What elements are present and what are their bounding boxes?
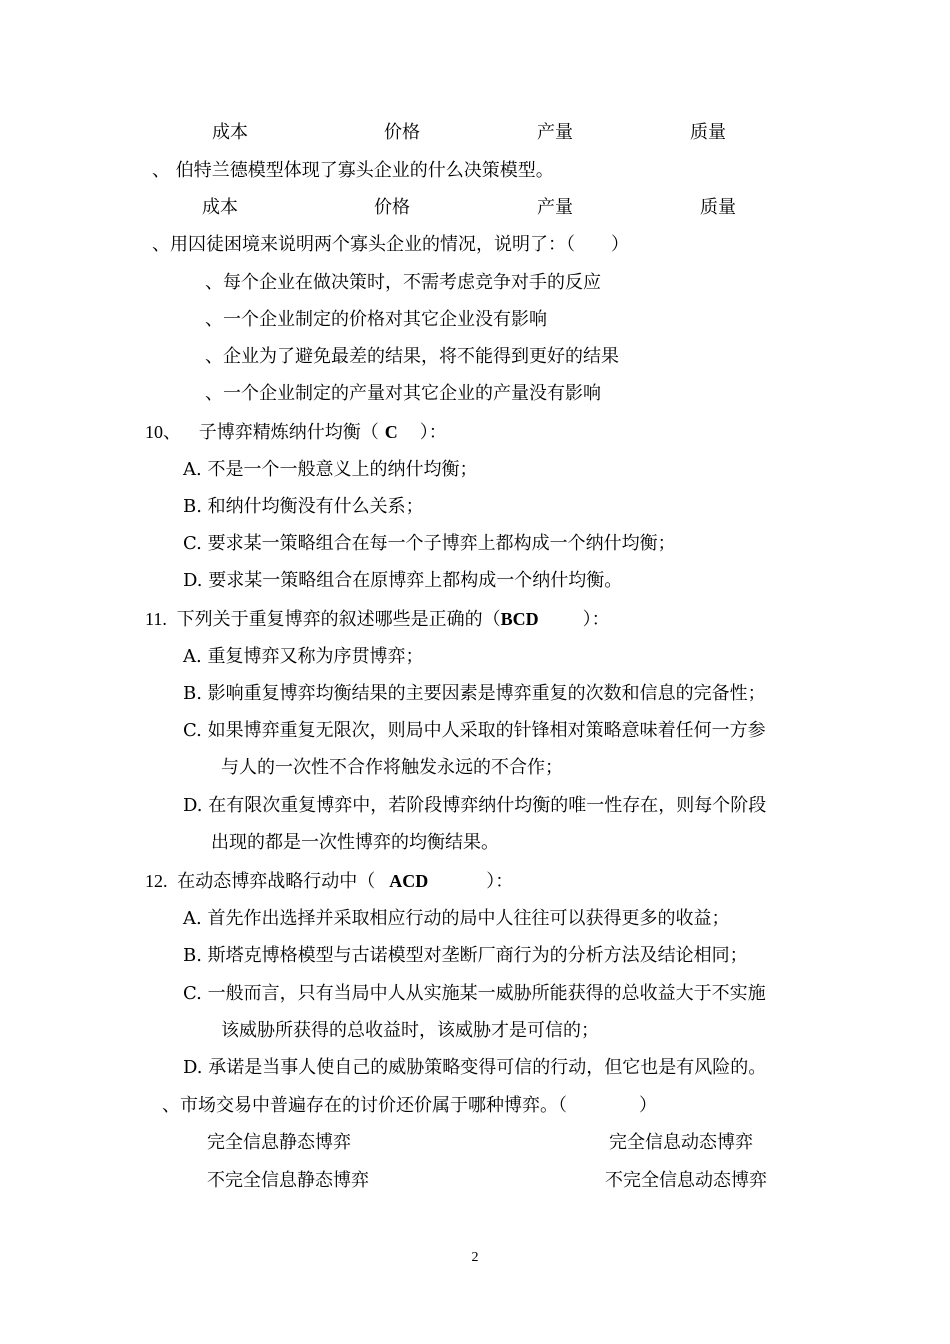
q12-number: 12. bbox=[145, 871, 168, 891]
q12-option-b: B. 斯塔克博格模型与古诺模型对垄断厂商行为的分析方法及结论相同； bbox=[183, 945, 748, 966]
q11-option-a: A. 重复博弈又称为序贯博弈； bbox=[183, 646, 424, 667]
page-number: 2 bbox=[471, 1250, 479, 1265]
q13-option-c: 不完全信息静态博弈 bbox=[207, 1170, 369, 1191]
q8-option-c: 产量 bbox=[537, 197, 573, 218]
q9-option-a: 、每个企业在做决策时，不需考虑竞争对手的反应 bbox=[205, 272, 601, 293]
q12-stem bbox=[145, 870, 513, 893]
q10-number: 10、 bbox=[145, 422, 181, 442]
q8-option-a: 成本 bbox=[202, 197, 238, 218]
q12-option-d: D. 承诺是当事人使自己的威胁策略变得可信的行动，但它也是有风险的。 bbox=[183, 1057, 767, 1078]
q7-option-d: 质量 bbox=[690, 122, 726, 143]
q9-stem: 、用囚徒困境来说明两个寡头企业的情况，说明了：（ ） bbox=[152, 234, 629, 255]
q7-option-c: 产量 bbox=[537, 122, 573, 143]
q10-text: 子博弈精炼纳什均衡（ bbox=[198, 422, 379, 443]
q10-option-d: D. 要求某一策略组合在原博弈上都构成一个纳什均衡。 bbox=[183, 570, 623, 591]
q13-option-d: 不完全信息动态博弈 bbox=[605, 1170, 767, 1191]
q10-option-a: A. 不是一个一般意义上的纳什均衡； bbox=[183, 459, 478, 480]
q12-answer: ACD bbox=[389, 871, 429, 891]
q9-option-c: 、企业为了避免最差的结果，将不能得到更好的结果 bbox=[205, 346, 619, 367]
q13-option-b: 完全信息动态博弈 bbox=[609, 1132, 753, 1153]
q12-text-end: ）： bbox=[486, 871, 514, 892]
q8-stem: 、 伯特兰德模型体现了寡头企业的什么决策模型。 bbox=[152, 160, 554, 181]
q13-option-a: 完全信息静态博弈 bbox=[207, 1132, 351, 1153]
q11-number: 11. bbox=[145, 609, 167, 629]
q12-option-c-cont: 该威胁所获得的总收益时，该威胁才是可信的； bbox=[221, 1020, 599, 1041]
q10-text-end: ）： bbox=[419, 422, 447, 443]
q11-option-b: B. 影响重复博弈均衡结果的主要因素是博弈重复的次数和信息的完备性； bbox=[183, 683, 766, 704]
q9-option-b: 、一个企业制定的价格对其它企业没有影响 bbox=[205, 309, 547, 330]
q7-option-a: 成本 bbox=[212, 122, 248, 143]
q10-stem bbox=[145, 421, 447, 444]
q10-option-c: C. 要求某一策略组合在每一个子博弈上都构成一个纳什均衡； bbox=[183, 533, 676, 554]
q11-option-d-cont: 出现的都是一次性博弈的均衡结果。 bbox=[211, 832, 499, 853]
q10-option-b: B. 和纳什均衡没有什么关系； bbox=[183, 496, 424, 517]
q11-option-c: C. 如果博弈重复无限次，则局中人采取的针锋相对策略意味着任何一方参 bbox=[183, 720, 766, 741]
q12-text: 在动态博弈战略行动中（ bbox=[177, 871, 376, 892]
q11-text: 下列关于重复博弈的叙述哪些是正确的（ bbox=[176, 609, 501, 630]
q10-answer: C bbox=[384, 422, 398, 442]
q13-stem: 、市场交易中普遍存在的讨价还价属于哪种博弈。（ ） bbox=[162, 1095, 657, 1116]
q11-answer: BCD bbox=[500, 609, 539, 629]
q7-option-b: 价格 bbox=[384, 122, 420, 143]
q12-option-a: A. 首先作出选择并采取相应行动的局中人往往可以获得更多的收益； bbox=[183, 908, 730, 929]
q12-option-c: C. 一般而言，只有当局中人从实施某一威胁所能获得的总收益大于不实施 bbox=[183, 983, 766, 1004]
q8-option-d: 质量 bbox=[700, 197, 736, 218]
q11-option-c-cont: 与人的一次性不合作将触发永远的不合作； bbox=[221, 757, 563, 778]
q8-option-b: 价格 bbox=[374, 197, 410, 218]
q11-text-end: ）： bbox=[582, 609, 610, 630]
q11-stem bbox=[145, 608, 610, 631]
q11-option-d: D. 在有限次重复博弈中，若阶段博弈纳什均衡的唯一性存在，则每个阶段 bbox=[183, 795, 767, 816]
q9-option-d: 、一个企业制定的产量对其它企业的产量没有影响 bbox=[205, 383, 601, 404]
